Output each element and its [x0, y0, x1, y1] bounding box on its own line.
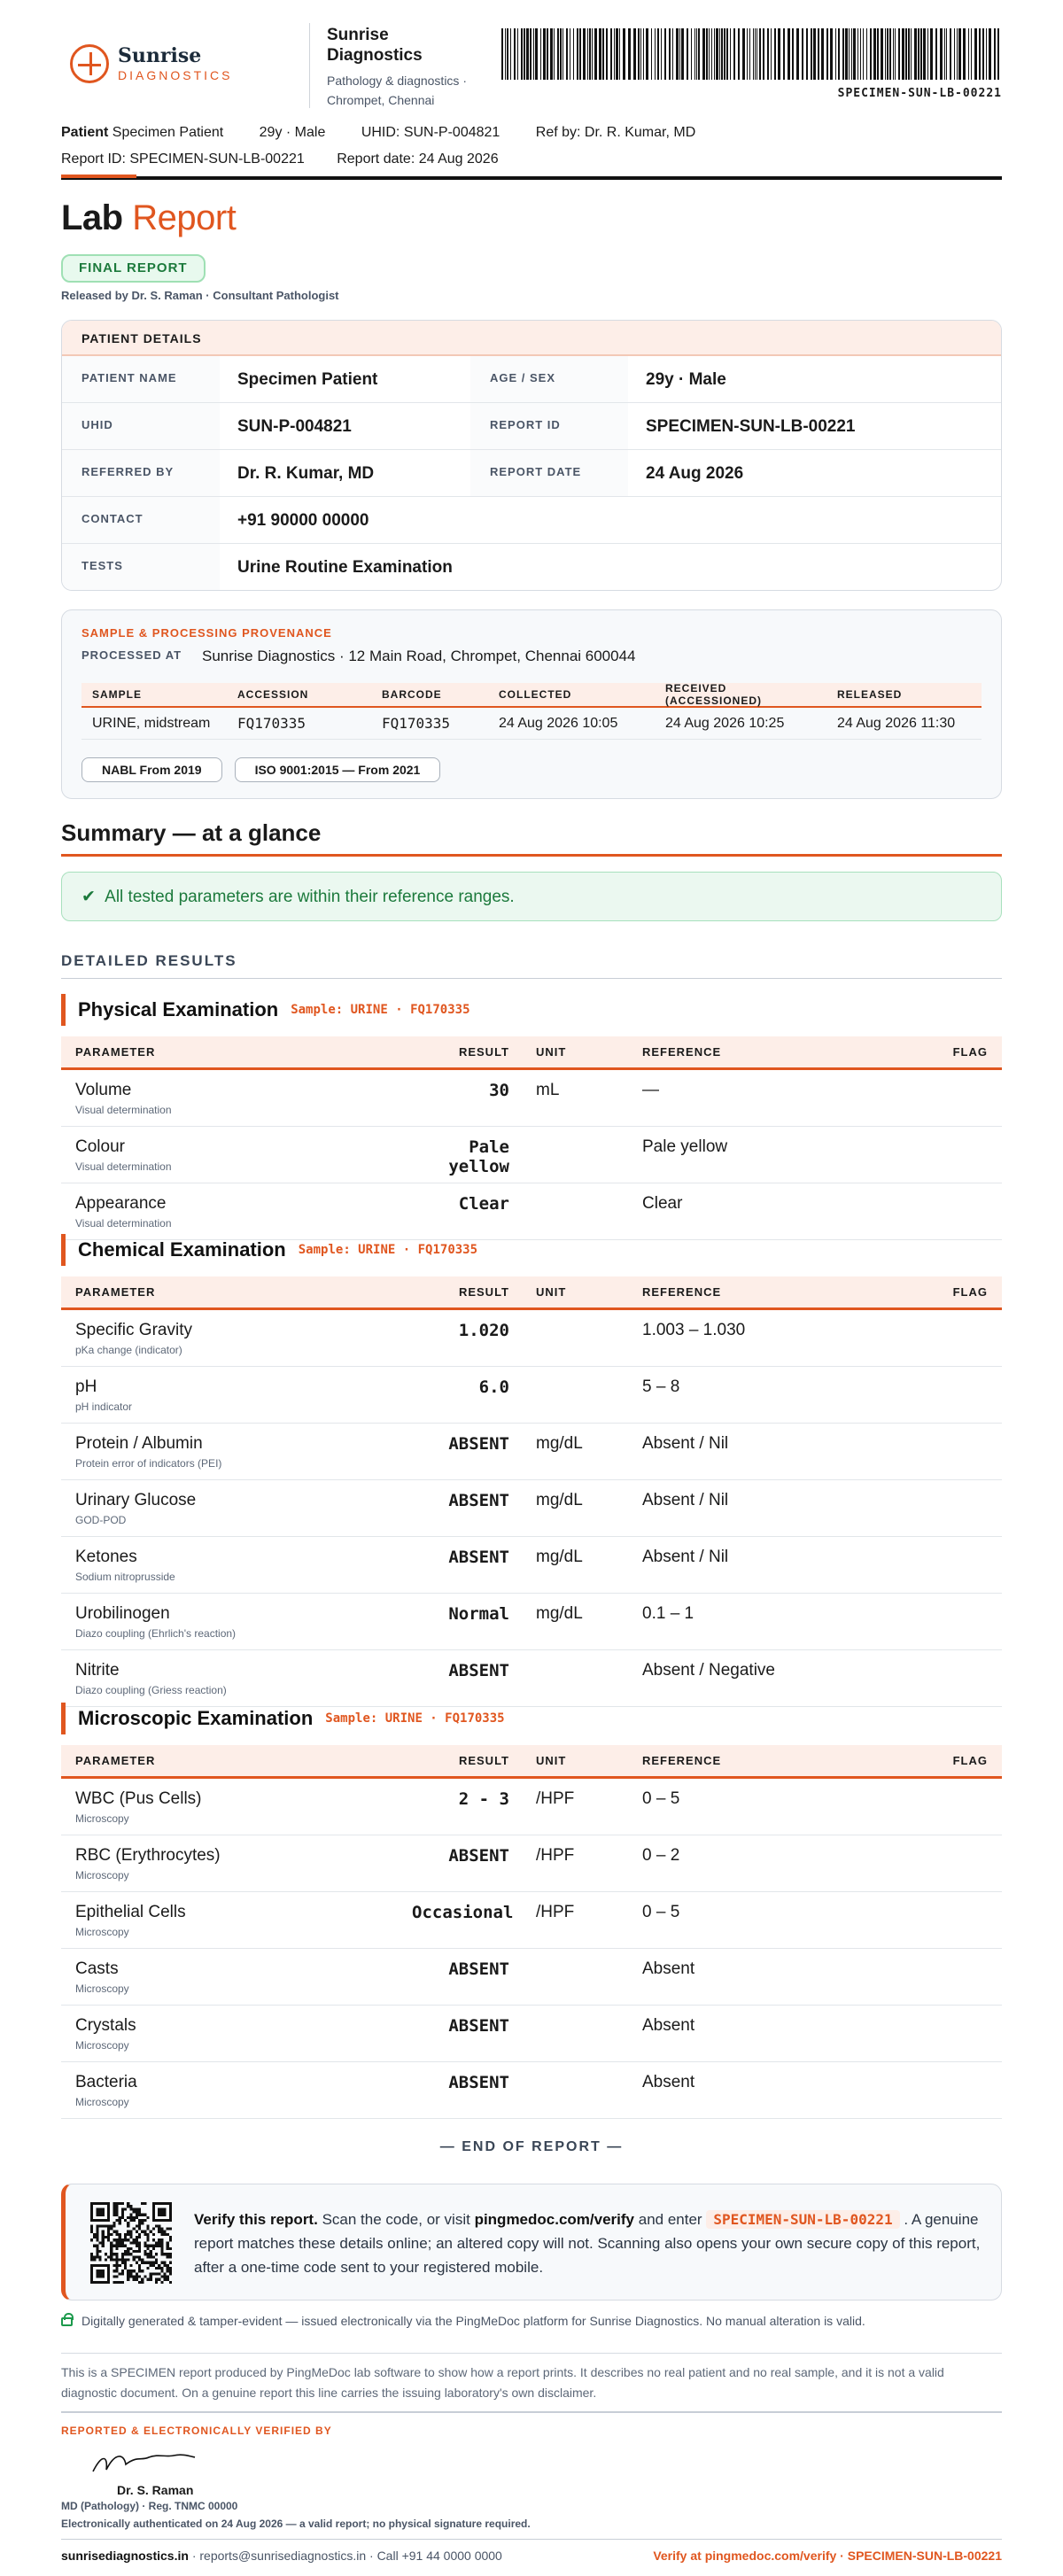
lock-icon	[61, 2317, 73, 2326]
parameter-cell	[61, 1183, 412, 1239]
accreditation-badge: ISO 9001:2015 — From 2021	[235, 757, 441, 782]
col-header-result: RESULT	[458, 1285, 509, 1299]
result-flag	[935, 1835, 1002, 1891]
result-row	[61, 1650, 1002, 1707]
parameter-name: Protein / Albumin	[75, 1434, 203, 1453]
result-unit: /HPF	[536, 1903, 575, 1921]
col-header-unit: UNIT	[536, 1754, 567, 1767]
provenance-heading: SAMPLE & PROCESSING PROVENANCE	[81, 626, 332, 640]
section-title: Chemical Examination	[78, 1238, 286, 1261]
parameter-name: Appearance	[75, 1194, 167, 1213]
provenance-col-header: RELEASED	[837, 688, 903, 701]
result-unit: mL	[536, 1081, 560, 1099]
result-flag	[935, 1949, 1002, 2005]
parameter-method: Microscopy	[75, 1982, 129, 1995]
result-unit: /HPF	[536, 1789, 575, 1808]
lab-logo	[70, 44, 232, 83]
processed-at-label: PROCESSED AT	[81, 648, 182, 662]
disclaimer: This is a SPECIMEN report produced by PingMeDoc lab software to show how a report prints. It describes no real patient and no real sample, and it is not a valid diagnostic document. On a genuine report this line carries the issuing laboratory's own disclaimer.	[61, 2365, 944, 2400]
result-flag	[935, 1310, 1002, 1366]
strip-report-id: Report ID: SPECIMEN-SUN-LB-00221	[61, 151, 305, 167]
result-row	[61, 1070, 1002, 1127]
result-value: ABSENT	[448, 1491, 509, 1510]
title-lab: Lab	[61, 198, 123, 237]
parameter-method: Visual determination	[75, 1217, 172, 1230]
parameter-cell	[61, 1537, 412, 1593]
reference-range: 0 – 2	[642, 1846, 680, 1865]
result-value: Occasional	[412, 1903, 514, 1922]
reference-range: Absent / Negative	[642, 1661, 775, 1680]
detail-key: CONTACT	[62, 497, 220, 543]
verify-box	[61, 2184, 1002, 2301]
parameter-cell	[61, 1835, 412, 1891]
patient-details-card	[61, 320, 1002, 591]
detail-value: +91 90000 00000	[237, 511, 369, 530]
check-icon: ✔	[81, 888, 96, 906]
parameter-cell	[61, 1949, 412, 2005]
provenance-row	[81, 708, 982, 740]
reference-range: 0.1 – 1	[642, 1604, 694, 1623]
result-row	[61, 1310, 1002, 1367]
sunrise-plus-icon	[70, 44, 109, 83]
detailed-rule	[61, 978, 1002, 979]
disclaimer-rule	[61, 2411, 1002, 2413]
footer-verify[interactable]: Verify at pingmedoc.com/verify · SPECIMEN-SUN-LB-00221	[653, 2549, 1002, 2563]
verify-text	[194, 2207, 982, 2279]
result-value: Normal	[448, 1604, 509, 1624]
detail-value: Specimen Patient	[237, 370, 378, 389]
patient-detail-row	[62, 450, 1001, 497]
tamper-text: Digitally generated & tamper-evident — issued electronically via the PingMeDoc platform for Sunrise Diagnostics. No manual alteration is valid.	[81, 2314, 865, 2328]
result-row	[61, 1367, 1002, 1424]
reference-range: Absent	[642, 2016, 695, 2035]
accreditation-badges	[81, 757, 440, 782]
result-flag	[935, 1480, 1002, 1536]
status-badge: FINAL REPORT	[61, 254, 206, 283]
section-header	[61, 1234, 1002, 1266]
patient-name: Specimen Patient	[112, 125, 224, 140]
patient-detail-row	[62, 356, 1001, 403]
result-unit: mg/dL	[536, 1491, 583, 1509]
result-value: ABSENT	[448, 1434, 509, 1454]
sample-tag: Sample: URINE · FQ170335	[325, 1711, 505, 1726]
patient-detail-row	[62, 497, 1001, 544]
provenance-table	[81, 683, 982, 740]
col-header-unit: UNIT	[536, 1045, 567, 1059]
col-header-flag: FLAG	[952, 1754, 988, 1767]
provenance-col-header: ACCESSION	[237, 688, 309, 701]
col-header-result: RESULT	[458, 1045, 509, 1059]
result-row	[61, 1480, 1002, 1537]
report-barcode	[501, 28, 1002, 80]
col-header-unit: UNIT	[536, 1285, 567, 1299]
logo-name: Sunrise	[118, 44, 202, 67]
reference-range: Absent	[642, 2073, 695, 2091]
result-flag	[935, 1537, 1002, 1593]
barcode-id: SPECIMEN-SUN-LB-00221	[837, 87, 1002, 100]
provenance-cell: 24 Aug 2026 10:25	[665, 715, 785, 731]
parameter-name: Urobilinogen	[75, 1604, 170, 1623]
provenance-header-row	[81, 683, 982, 708]
result-unit	[509, 2062, 642, 2118]
result-row	[61, 1835, 1002, 1892]
section-header	[61, 994, 1002, 1026]
result-flag	[935, 1892, 1002, 1948]
result-unit	[509, 1127, 642, 1183]
reference-range: Absent	[642, 1959, 695, 1978]
parameter-method: Diazo coupling (Griess reaction)	[75, 1684, 227, 1696]
result-unit: mg/dL	[536, 1604, 583, 1623]
result-flag	[935, 1594, 1002, 1649]
summary-message: All tested parameters are within their reference ranges.	[105, 888, 515, 906]
logo-subtitle: DIAGNOSTICS	[118, 68, 233, 82]
verify-url[interactable]: pingmedoc.com/verify	[474, 2211, 634, 2228]
detail-key: REFERRED BY	[62, 450, 220, 496]
parameter-cell	[61, 1127, 412, 1183]
qr-code[interactable]	[90, 2202, 172, 2284]
parameter-method: Microscopy	[75, 2096, 129, 2108]
detail-value: Dr. R. Kumar, MD	[237, 464, 375, 483]
parameter-name: Crystals	[75, 2016, 136, 2035]
result-unit: mg/dL	[536, 1434, 583, 1453]
result-unit	[509, 1949, 642, 2005]
result-flag	[935, 1183, 1002, 1239]
col-header-parameter: PARAMETER	[75, 1754, 156, 1767]
reference-range: Absent / Nil	[642, 1491, 729, 1509]
header-divider	[309, 23, 310, 108]
section-title: Microscopic Examination	[78, 1707, 314, 1729]
result-flag	[935, 1650, 1002, 1706]
parameter-method: Sodium nitroprusside	[75, 1571, 175, 1583]
result-flag	[935, 1070, 1002, 1126]
detail-key: REPORT ID	[470, 403, 628, 449]
col-header-reference: REFERENCE	[642, 1045, 722, 1059]
footer-site[interactable]: sunrisediagnostics.in	[61, 2549, 189, 2563]
processed-at-value: Sunrise Diagnostics · 12 Main Road, Chrompet, Chennai 600044	[202, 648, 636, 664]
result-value: ABSENT	[448, 2016, 509, 2036]
footer-rest: · reports@sunrisediagnostics.in · Call +91 44 0000 0000	[188, 2549, 502, 2563]
result-value: ABSENT	[448, 1959, 509, 1979]
lab-name: Sunrise Diagnostics	[327, 26, 423, 65]
parameter-method: Diazo coupling (Ehrlich's reaction)	[75, 1627, 237, 1640]
provenance-col-header: RECEIVED (ACCESSIONED)	[665, 682, 763, 707]
col-header-reference: REFERENCE	[642, 1754, 722, 1767]
provenance-cell: URINE, midstream	[92, 715, 211, 731]
parameter-name: Ketones	[75, 1548, 137, 1566]
result-unit: /HPF	[536, 1846, 575, 1865]
result-flag	[935, 1424, 1002, 1479]
signer-auth: Electronically authenticated on 24 Aug 2026 — a valid report; no physical signature required.	[61, 2518, 531, 2530]
parameter-name: RBC (Erythrocytes)	[75, 1846, 221, 1865]
result-flag	[935, 1779, 1002, 1835]
detailed-results-heading: DETAILED RESULTS	[61, 952, 237, 969]
reference-range: Absent / Nil	[642, 1548, 729, 1566]
released-by: Released by Dr. S. Raman · Consultant Pathologist	[61, 289, 339, 302]
accreditation-badge: NABL From 2019	[81, 757, 222, 782]
parameter-cell	[61, 2062, 412, 2118]
parameter-cell	[61, 1892, 412, 1948]
col-header-flag: FLAG	[952, 1045, 988, 1059]
detail-value: Urine Routine Examination	[237, 558, 453, 577]
parameter-cell	[61, 1367, 412, 1423]
signer-reg: MD (Pathology) · Reg. TNMC 00000	[61, 2500, 238, 2512]
result-value: Clear	[458, 1194, 509, 1214]
results-header-row	[61, 1036, 1002, 1070]
result-value: ABSENT	[448, 1846, 509, 1866]
col-header-result: RESULT	[458, 1754, 509, 1767]
patient-uhid: UHID: SUN-P-004821	[361, 125, 500, 140]
signer-name: Dr. S. Raman	[117, 2483, 194, 2497]
parameter-method: Visual determination	[75, 1104, 172, 1116]
parameter-method: Microscopy	[75, 2039, 129, 2052]
result-flag	[935, 1127, 1002, 1183]
verify-t3: . A genuine report matches these details online; an altered copy will not. Scanning also opens your own secure copy of this report, after a one-time code sent to your registered mobile.	[194, 2211, 981, 2276]
patient-detail-row	[62, 403, 1001, 450]
patient-agesex: 29y · Male	[259, 125, 326, 140]
provenance-cell: 24 Aug 2026 11:30	[837, 715, 956, 731]
verify-t1: Scan the code, or visit	[322, 2211, 470, 2228]
result-row	[61, 1537, 1002, 1594]
result-value: 6.0	[478, 1377, 509, 1397]
result-row	[61, 1183, 1002, 1240]
sample-tag: Sample: URINE · FQ170335	[291, 1003, 470, 1017]
result-value: 30	[489, 1081, 509, 1100]
results-section	[61, 1234, 1002, 1707]
reference-range: Clear	[642, 1194, 683, 1213]
patient-label: Patient	[61, 125, 109, 140]
parameter-name: Casts	[75, 1959, 119, 1978]
parameter-name: Nitrite	[75, 1661, 120, 1680]
result-flag	[935, 2006, 1002, 2061]
reference-range: Pale yellow	[642, 1137, 728, 1156]
result-row	[61, 1424, 1002, 1480]
result-unit	[509, 1367, 642, 1423]
result-value: ABSENT	[448, 1548, 509, 1567]
result-unit	[509, 1183, 642, 1239]
header-accent	[61, 175, 136, 178]
parameter-cell	[61, 1650, 412, 1706]
end-of-report: — END OF REPORT —	[439, 2139, 624, 2154]
results-header-row	[61, 1276, 1002, 1310]
provenance-cell: 24 Aug 2026 10:05	[499, 715, 618, 731]
result-flag	[935, 2062, 1002, 2118]
result-unit	[509, 2006, 642, 2061]
header-rule	[61, 176, 1002, 180]
detail-key: UHID	[62, 403, 220, 449]
detail-key: TESTS	[62, 544, 220, 591]
parameter-cell	[61, 1594, 412, 1649]
footer-rule	[61, 2539, 1002, 2540]
parameter-name: Colour	[75, 1137, 125, 1156]
detail-value: 29y · Male	[646, 370, 726, 389]
parameter-method: pKa change (indicator)	[75, 1344, 182, 1356]
parameter-cell	[61, 1424, 412, 1479]
signature-image	[89, 2445, 204, 2480]
result-value: ABSENT	[448, 2073, 509, 2092]
section-header	[61, 1703, 1002, 1734]
parameter-method: pH indicator	[75, 1401, 133, 1413]
reference-range: —	[642, 1081, 659, 1099]
detail-value: 24 Aug 2026	[646, 464, 744, 483]
parameter-cell	[61, 1779, 412, 1835]
reference-range: 0 – 5	[642, 1789, 680, 1808]
parameter-method: Microscopy	[75, 1869, 129, 1882]
reference-range: 0 – 5	[642, 1903, 680, 1921]
col-header-flag: FLAG	[952, 1285, 988, 1299]
col-header-parameter: PARAMETER	[75, 1285, 156, 1299]
parameter-method: Microscopy	[75, 1812, 129, 1825]
parameter-method: Microscopy	[75, 1926, 129, 1938]
parameter-method: Visual determination	[75, 1160, 172, 1173]
reference-range: Absent / Nil	[642, 1434, 729, 1453]
signoff-label: REPORTED & ELECTRONICALLY VERIFIED BY	[61, 2425, 332, 2437]
page-title	[61, 198, 1002, 238]
tamper-rule	[61, 2353, 1002, 2354]
provenance-col-header: BARCODE	[382, 688, 442, 701]
result-row	[61, 1127, 1002, 1183]
result-row	[61, 1779, 1002, 1835]
parameter-name: WBC (Pus Cells)	[75, 1789, 202, 1808]
result-value: ABSENT	[448, 1661, 509, 1680]
result-row	[61, 1949, 1002, 2006]
result-value: 1.020	[458, 1321, 509, 1340]
parameter-name: Epithelial Cells	[75, 1903, 186, 1921]
parameter-name: Specific Gravity	[75, 1321, 192, 1339]
parameter-name: Urinary Glucose	[75, 1491, 197, 1509]
summary-title: Summary — at a glance	[61, 819, 322, 846]
results-section	[61, 1703, 1002, 2119]
summary-message-box	[61, 872, 1002, 921]
col-header-parameter: PARAMETER	[75, 1045, 156, 1059]
parameter-cell	[61, 2006, 412, 2061]
provenance-card	[61, 609, 1002, 799]
result-unit: mg/dL	[536, 1548, 583, 1566]
provenance-cell: FQ170335	[382, 715, 451, 732]
result-row	[61, 1594, 1002, 1650]
detail-value: SUN-P-004821	[237, 417, 352, 436]
result-value: 2 - 3	[458, 1789, 509, 1809]
patient-detail-row	[62, 544, 1001, 591]
sample-tag: Sample: URINE · FQ170335	[298, 1243, 478, 1257]
verify-t2: and enter	[638, 2211, 702, 2228]
strip-report-date: Report date: 24 Aug 2026	[337, 151, 499, 167]
title-report: Report	[132, 198, 237, 237]
detail-key: AGE / SEX	[470, 356, 628, 402]
col-header-reference: REFERENCE	[642, 1285, 722, 1299]
result-unit	[509, 1310, 642, 1366]
provenance-cell: FQ170335	[237, 715, 306, 732]
detail-value: SPECIMEN-SUN-LB-00221	[646, 417, 856, 436]
result-row	[61, 2006, 1002, 2062]
verify-id: SPECIMEN-SUN-LB-00221	[706, 2210, 899, 2229]
reference-range: 5 – 8	[642, 1377, 680, 1396]
result-value: Pale yellow	[448, 1137, 509, 1176]
result-flag	[935, 1367, 1002, 1423]
parameter-name: Bacteria	[75, 2073, 137, 2091]
patient-refby: Ref by: Dr. R. Kumar, MD	[535, 125, 696, 140]
reference-range: 1.003 – 1.030	[642, 1321, 746, 1339]
result-unit	[509, 1650, 642, 1706]
provenance-col-header: COLLECTED	[499, 688, 572, 701]
verify-lead: Verify this report.	[194, 2211, 318, 2228]
patient-details-heading: PATIENT DETAILS	[62, 321, 1001, 356]
lab-description: Pathology & diagnostics · Chrompet, Chennai	[327, 74, 467, 107]
parameter-name: pH	[75, 1377, 97, 1396]
results-header-row	[61, 1745, 1002, 1779]
section-title: Physical Examination	[78, 998, 279, 1020]
parameter-method: GOD-POD	[75, 1514, 127, 1526]
tamper-note	[61, 2314, 865, 2328]
result-row	[61, 2062, 1002, 2119]
parameter-method: Protein error of indicators (PEI)	[75, 1457, 222, 1470]
result-row	[61, 1892, 1002, 1949]
report-header	[61, 19, 1002, 108]
results-section	[61, 994, 1002, 1240]
detail-key: PATIENT NAME	[62, 356, 220, 402]
detail-key: REPORT DATE	[470, 450, 628, 496]
summary-rule	[61, 854, 1002, 857]
provenance-col-header: SAMPLE	[92, 688, 143, 701]
footer-contact	[61, 2549, 502, 2563]
parameter-name: Volume	[75, 1081, 132, 1099]
parameter-cell	[61, 1480, 412, 1536]
parameter-cell	[61, 1310, 412, 1366]
patient-strip	[61, 120, 1002, 173]
parameter-cell	[61, 1070, 412, 1126]
